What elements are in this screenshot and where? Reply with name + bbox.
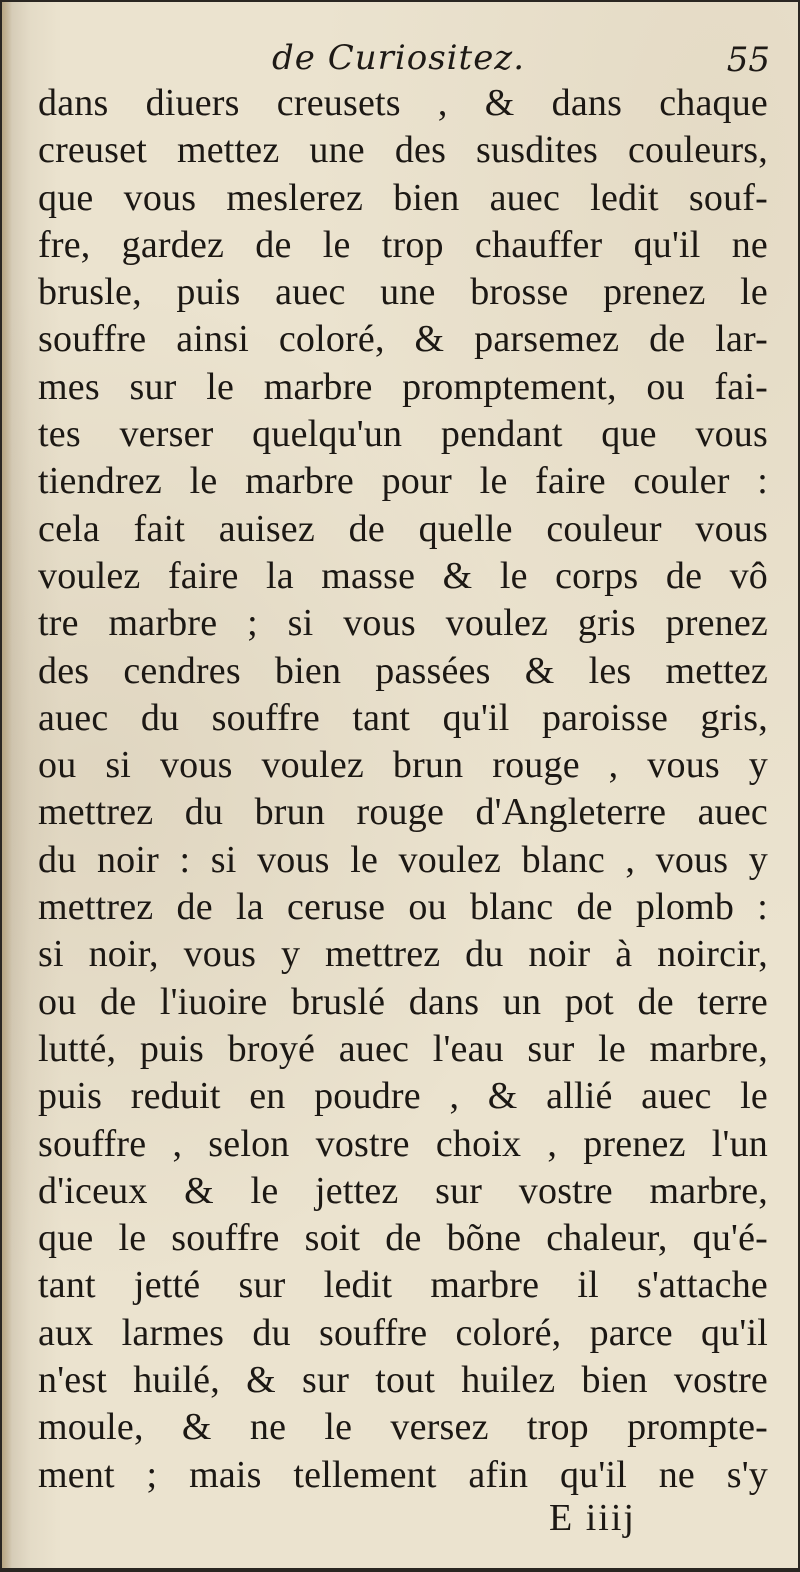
- signature-mark: E iiij: [549, 1497, 636, 1539]
- text-line: ment ; mais tellement afin qu'il ne s'y: [38, 1453, 768, 1496]
- running-title: de Curiositez.: [272, 38, 526, 78]
- text-line: que le souffre soit de bõne chaleur, qu'é-: [38, 1217, 768, 1260]
- text-line: ou si vous voulez brun rouge , vous y: [38, 744, 768, 787]
- text-line: tre marbre ; si vous voulez gris prenez: [38, 602, 768, 645]
- text-line: du noir : si vous le voulez blanc , vous y: [38, 838, 768, 881]
- page-number: 55: [726, 40, 770, 80]
- text-line: lutté, puis broyé auec l'eau sur le marbre,: [38, 1027, 768, 1070]
- page-gutter-shadow: [2, 2, 12, 1568]
- text-line: brusle, puis auec une brosse prenez le: [38, 271, 768, 314]
- text-line: ou de l'iuoire bruslé dans un pot de terre: [38, 980, 768, 1023]
- text-line: n'est huilé, & sur tout huilez bien vostre: [38, 1359, 768, 1402]
- text-line: voulez faire la masse & le corps de vô: [38, 554, 768, 597]
- text-line: mettrez de la ceruse ou blanc de plomb :: [38, 886, 768, 929]
- text-line: mettrez du brun rouge d'Angleterre auec: [38, 791, 768, 834]
- text-line: moule, & ne le versez trop prompte-: [38, 1406, 768, 1449]
- text-line: fre, gardez de le trop chauffer qu'il ne: [38, 223, 768, 266]
- text-line: creuset mettez une des susdites couleurs,: [38, 129, 768, 172]
- text-line: souffre , selon vostre choix , prenez l'un: [38, 1122, 768, 1165]
- text-line: d'iceux & le jettez sur vostre marbre,: [38, 1169, 768, 1212]
- text-line: puis reduit en poudre , & allié auec le: [38, 1075, 768, 1118]
- text-line: si noir, vous y mettrez du noir à noircir,: [38, 933, 768, 976]
- text-line: tiendrez le marbre pour le faire couler :: [38, 460, 768, 503]
- text-line: des cendres bien passées & les mettez: [38, 649, 768, 692]
- text-line: tant jetté sur ledit marbre il s'attache: [38, 1264, 768, 1307]
- page-header: [62, 38, 770, 86]
- text-line: souffre ainsi coloré, & parsemez de lar-: [38, 318, 768, 361]
- text-line: mes sur le marbre promptement, ou fai-: [38, 365, 768, 408]
- book-page: [2, 2, 798, 1568]
- text-line: cela fait auisez de quelle couleur vous: [38, 507, 768, 550]
- text-line: auec du souffre tant qu'il paroisse gris,: [38, 696, 768, 739]
- text-line: dans diuers creusets , & dans chaque: [38, 82, 768, 124]
- text-line: que vous meslerez bien auec ledit souf-: [38, 176, 768, 219]
- body-text: [38, 80, 768, 1499]
- text-line: tes verser quelqu'un pendant que vous: [38, 413, 768, 456]
- text-line: aux larmes du souffre coloré, parce qu'il: [38, 1311, 768, 1354]
